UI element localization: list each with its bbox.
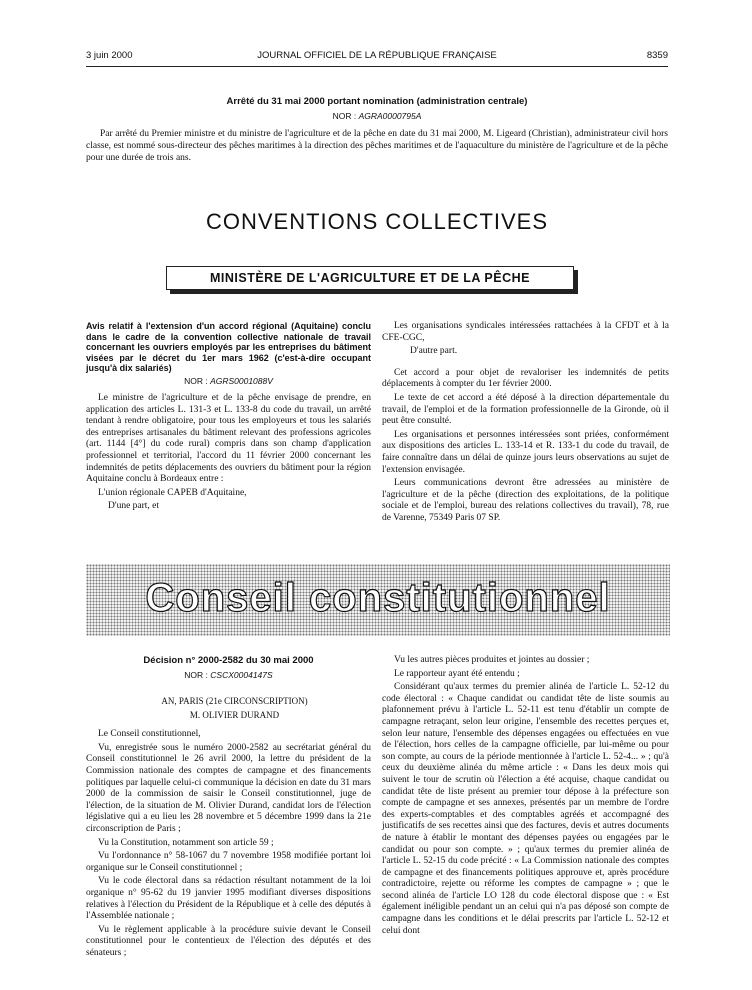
nor-code: AGRA0000795A [358,111,422,121]
avis-right-column [382,321,669,527]
ministry-heading-box [166,266,578,294]
header-date: 3 juin 2000 [86,50,133,61]
decision-left-column [86,655,371,961]
arrete-nor [86,111,668,121]
nor-label: NOR : [332,111,357,121]
candidate-line: M. OLIVIER DURAND [189,710,280,721]
arrete-title: Arrêté du 31 mai 2000 portant nomination (administration centrale) [226,96,528,107]
page-header [86,50,668,64]
paragraph: Considérant qu'aux termes du premier alinéa de l'article L. 52-12 du code électoral : « Chaque candidat ou candidat tête de liste soumis au plafonnement prévu à l'article L. 52-11 est tenu d'établir un compte de campagne retraçant, selon leur origine, l'ensemble des recettes perçues et, selon leur nature, l'ensemble des dépenses engagées ou effectuées en vue de l'élection, hors celles de la campagne officielle, par lui-même ou pour son compte, au cours de la période mentionnée à l'article L. 52-4... » ; qu'à ceux du deuxième alinéa du même article : « Dans les deux mois qui suivent le tour de scrutin où l'élection a été acquise, chaque candidat ou candidat tête de liste présent au premier tour dépose à la préfecture son compte de campagne et ses annexes, présentés par un membre de l'ordre des experts-comptables et des comptables agréés et accompagné des justificatifs de ses recettes ainsi que des factures, devis et autres documents de nature à établir le montant des dépenses payées ou engagées par le candidat ou pour son compte. » ; qu'aux termes du premier alinéa de l'article L. 52-15 du code précité : « La Commission nationale des comptes de campagne et des financements politiques approuve et, après procédure contradictoire, rejette ou réforme les comptes de campagne » ; que le second alinéa de l'article LO 128 du code électoral dispose que : « Est également inéligible pendant un an celui qui n'a pas déposé son compte de campagne dans les conditions et le délai prescrits par l'article L. 52-12 et celui dont [382,682,669,936]
nor-label: NOR : [184,375,208,386]
paragraph: Leurs communications devront être adressées au ministère de l'agriculture et de la pêche (direction des exploitations, de la politique sociale et de l'emploi, bureau des relations collectives du travail), 78, rue de Varenne, 75349 Paris 07 SP. [382,478,669,523]
nor-code: CSCX0004147S [210,669,273,680]
header-journal-title: JOURNAL OFFICIEL DE LA RÉPUBLIQUE FRANÇAISE [257,50,497,61]
nor-code: AGRS0001088V [210,375,273,386]
paragraph: Cet accord a pour objet de revaloriser les indemnités de petits déplacements à compter du 1er février 2000. [382,367,669,390]
paragraph: Les organisations syndicales intéressées rattachées à la CFDT et à la CFE-CGC, [382,321,669,343]
constituency-line: AN, PARIS (21e CIRCONSCRIPTION) [161,696,308,707]
paragraph: Le texte de cet accord a été déposé à la direction départementale du travail, de l'emploi et de la formation professionnelle de la Gironde, où il peut être consulté. [382,392,669,427]
paragraph: D'une part, et [108,501,160,512]
banner-title: Conseil constitutionnel [145,576,611,620]
decision-title: Décision n° 2000-2582 du 30 mai 2000 [143,655,314,666]
paragraph: Vu le code électoral dans sa rédaction résultant notamment de la loi organique n° 95-62 du 19 janvier 1995 modifiant diverses dispositions relatives à l'élection du Président de la République et à celle des députés à l'Assemblée nationale ; [86,876,371,922]
decision-right-column [382,655,669,939]
avis-title: Avis relatif à l'extension d'un accord régional (Aquitaine) conclu dans le cadre de la convention collective nationale de travail concernant les ouvriers employés par les entreprises du bâtiment visées par le décret du 1er mars 1962 (c'est-à-dire occupant jusqu'à dix salariés) [86,321,371,373]
arrete-body: Par arrêté du Premier ministre et du ministre de l'agriculture et de la pêche en date du 31 mai 2000, M. Ligeard (Christian), administrateur civil hors classe, est nommé sous-directeur des pêches maritimes à la direction des pêches maritimes et de l'aquaculture du ministère de l'agriculture et de la pêche pour une durée de trois ans. [86,129,668,163]
conseil-constitutionnel-banner [86,564,670,636]
header-rule [86,66,668,67]
paragraph: Vu l'ordonnance n° 58-1067 du 7 novembre 1958 modifiée portant loi organique sur le Conseil constitutionnel ; [86,851,371,873]
header-page-number: 8359 [646,50,668,61]
avis-nor [86,376,371,388]
paragraph: Vu la Constitution, notamment son article 59 ; [98,837,274,848]
ministry-heading: MINISTÈRE DE L'AGRICULTURE ET DE LA PÊCHE [166,266,574,290]
paragraph: Vu le règlement applicable à la procédure suivie devant le Conseil constitutionnel pour le contentieux de l'élection des députés et des sénateurs ; [86,924,371,958]
paragraph: Le rapporteur ayant été entendu ; [394,668,520,679]
paragraph: Les organisations et personnes intéressées sont priées, conformément aux dispositions des articles L. 133-14 et R. 133-1 du code du travail, de faire connaître dans un délai de quinze jours leurs observations au sujet de l'extension envisagée. [382,429,669,475]
nor-label: NOR : [184,669,208,680]
avis-left-column [86,321,371,515]
decision-nor [86,670,371,682]
paragraph: Le Conseil constitutionnel, [98,729,201,740]
paragraph: Vu, enregistrée sous le numéro 2000-2582 au secrétariat général du Conseil constitutionnel le 26 avril 2000, la lettre du président de la Commission nationale des comptes de campagne et des financements politiques par laquelle celui-ci communique la décision en date du 31 mars 2000 de la commission de saisir le Conseil constitutionnel, juge de l'élection, de la situation de M. Olivier Durand, candidat lors de l'élection législative qui a eu lieu les 28 novembre et 5 décembre 1999 dans la 21e circonscription de Paris ; [86,742,371,834]
paragraph: Le ministre de l'agriculture et de la pêche envisage de prendre, en application des articles L. 131-3 et L. 133-8 du code du travail, un arrêté tendant à rendre obligatoire, pour tous les employeurs et tous les salariés des entreprises artisanales du bâtiment relevant des professions agricoles (art. 1144 [4°] du code rural) compris dans son champ d'application professionnel et territorial, l'accord du 11 février 2000 concernant les indemnités de petits déplacements des ouvriers du bâtiment pour la région Aquitaine conclu à Bordeaux entre : [86,393,371,485]
paragraph: Vu les autres pièces produites et jointes au dossier ; [394,655,590,665]
paragraph: L'union régionale CAPEB d'Aquitaine, [98,487,247,498]
paragraph: D'autre part. [410,346,458,357]
section-title: CONVENTIONS COLLECTIVES [205,209,549,234]
